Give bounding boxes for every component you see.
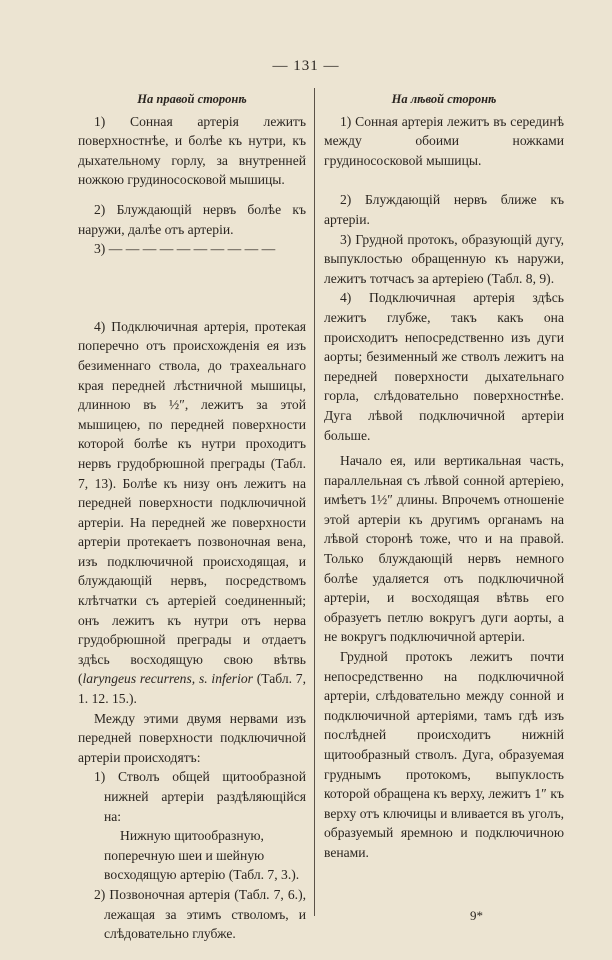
right-column	[324, 90, 564, 863]
right-paragraph-2: 2) Блуждающій нервъ ближе къ артеріи.	[324, 192, 564, 227]
right-paragraph-3: 3) Грудной протокъ, образующій дугу, выпуклостью обращенную къ наружи, лежитъ тотчасъ за артеріею (Табл. 8, 9).	[324, 231, 564, 286]
right-heading: На лѣвой сторонѣ	[391, 92, 497, 106]
right-paragraph-4: 4) Подключичная артерія здѣсь лежитъ глубже, такъ какъ она происходитъ непосредственно изъ дуги аорты; безименный же стволъ лежитъ на передней поверхности дыхательнаго горла, слѣдовательно поверхностнѣе. Дуга лѣвой подключичной артеріи больше.	[324, 290, 564, 443]
left-paragraph-1: 1) Сонная артерія лежитъ поверхностнѣе, и болѣе къ нутри, къ дыхательному горлу, за внутренней ножкою грудиноcосковой мышицы.	[78, 113, 306, 188]
column-divider	[314, 88, 315, 916]
left-paragraph-2: 2) Блуждающій нервъ болѣе къ наружи, далѣе отъ артеріи.	[78, 201, 306, 237]
left-paragraph-5: Между этими двумя нервами изъ передней поверхности подключичной артеріи происходятъ:	[78, 710, 306, 765]
latin-term: laryngeus recurrens, s. inferior	[82, 671, 253, 687]
page-number: — 131 —	[272, 58, 340, 74]
left-heading: На правой сторонѣ	[137, 92, 247, 106]
left-paragraph-3: 3) — — — — — — — — — —	[94, 241, 276, 257]
left-paragraph-4: 4) Подключичная артерія, протекая поперечно отъ происхожденія ея изъ безименнаго ствола, до трахеальнаго края передней лѣстничной мышицы, длинною въ ½″, лежитъ за этой мышицею, по передней поверхности которой болѣе къ нутри проходитъ нервъ грудобрюшной преграды (Табл. 7, 13). Болѣе къ низу онъ лежитъ на передней поверхности подключичной артеріи. На передней же поверхности артеріи протекаетъ позвоночная вена, изъ подключичной происходящая, и блуждающій нервъ, посредствомъ клѣтчатки съ артеріей соединенный; онъ лежитъ къ нутри отъ нерва грудобрюшной преграды и отдаетъ здѣсь восходящую свою вѣтвь (laryngeus recurrens, s. inferior (Табл. 7, 1. 12. 15.).	[78, 318, 306, 707]
signature-mark: 9*	[470, 908, 483, 923]
list-item-2: 2) Позвоночная артерія (Табл. 7, 6.), лежащая за этимъ стволомъ, и слѣдовательно глубже.	[94, 886, 306, 942]
list-item-1: 1) Стволъ общей щитообразной нижней артеріи раздѣляющійся на:	[94, 769, 306, 824]
right-paragraph-1: 1) Сонная артерія лежитъ въ серединѣ между обоими ножками грудиноcосковой мышицы.	[324, 113, 564, 168]
left-column	[78, 90, 306, 944]
right-paragraph-6: Грудной протокъ лежитъ почти непосредственно на подключичной артеріи, слѣдовательно между сонной и подключичной артеріями, тамъ гдѣ изъ послѣдней происходитъ нижній щитообразный стволъ. Дуга, образуемая груднымъ протокомъ, выпуклость которой обращена къ верху, лежитъ 1″ къ верху отъ ключицы и вливается въ уголъ, образуемый яремною и подключичною венами.	[324, 649, 564, 860]
list-item-1-sub: Нижную щитообразную, поперечную шеи и шейную восходящую артерію (Табл. 7, 3.).	[104, 828, 300, 883]
right-paragraph-5: Начало ея, или вертикальная часть, параллельная съ лѣвой сонной артеріею, имѣетъ 1½″ длины. Впрочемъ отношеніе этой артеріи къ другимъ органамъ на лѣвой сторонѣ тоже, что и на правой. Только блуждающій нервъ немного болѣе удаляется отъ подключичной артеріи, и восходящая вѣтвь его образуетъ петлю вокругъ дуги аорты, а не вокругъ подключичной артеріи.	[324, 453, 564, 645]
